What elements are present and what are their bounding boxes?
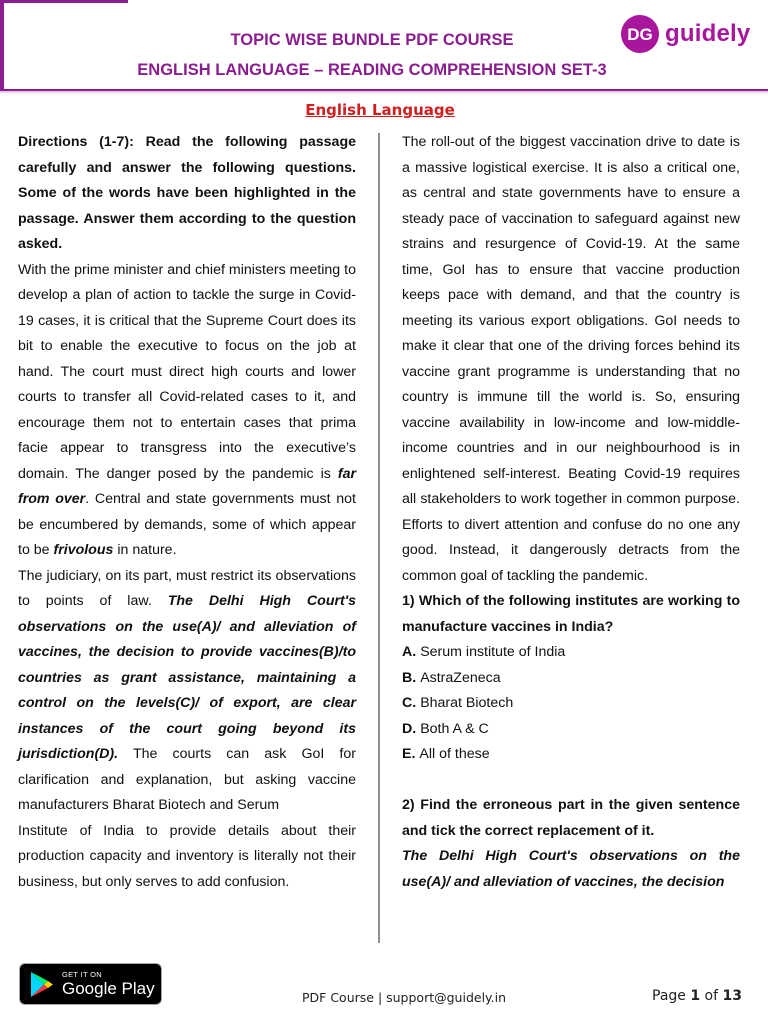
google-play-small-text: GET IT ON [62,970,102,979]
highlighted-error-sentence: The Delhi High Court's observations on the use(A)/ and alleviation of vaccines, the decision to provide vaccines(B)/to countries as grant assistance, maintaining a control on the levels(C)/ of export, are clear instances of the court going beyond its jurisdiction(D). [18,593,356,762]
header-divider-shadow [0,91,768,94]
guidely-logo [621,15,750,53]
column-divider [378,133,380,943]
highlighted-phrase-far-from-over: far from over [18,465,356,507]
footer-contact: PDF Course | support@guidely.in [302,990,507,1005]
option-c[interactable]: C. Bharat Biotech [402,695,514,711]
google-play-label: Google Play [62,979,155,998]
page-number: Page 1 of 13 [652,988,742,1004]
spacer [402,768,740,794]
course-title: TOPIC WISE BUNDLE PDF COURSE [230,31,514,49]
option-e[interactable]: E. All of these [402,746,490,762]
question-1: 1) Which of the following institutes are working to manufacture vaccines in India? [402,593,740,635]
right-column [402,130,740,895]
guidely-logo-text: guidely [665,20,751,47]
option-a[interactable]: A. Serum institute of India [402,644,566,660]
passage-paragraph-1: With the prime minister and chief ministers meeting to develop a plan of action to tackle the surge in Covid-19 cases, it is critical that the Supreme Court does its bit to enable the executive to focus on the job at hand. The court must direct high courts and lower courts to transfer all Covid-related cases to it, and encourage them not to entertain cases that prima facie appear to transgress into the executive’s domain. The danger posed by the pandemic is far from over. Central and state governments must not be encumbered by demands, some of which appear to be frivolous in nature. [18,261,356,558]
question-1-options [402,640,740,768]
highlighted-word-frivolous: frivolous [53,542,114,558]
question-2-sentence: The Delhi High Court's observations on the use(A)/ and alleviation of vaccines, the decision [402,848,740,890]
set-title: ENGLISH LANGUAGE – READING COMPREHENSION SET-3 [137,61,607,79]
passage-paragraph-4: The roll-out of the biggest vaccination drive to date is a massive logistical exercise. It is also a critical one, as central and state governments have to ensure a steady pace of vaccination to safeguard against new strains and resurgence of Covid-19. At the same time, GoI has to ensure that vaccine production keeps pace with demand, and that the country is meeting its various export obligations. GoI needs to make it clear that one of the driving forces behind its vaccine grant programme is understanding that no country is immune till the world is. So, ensuring vaccine availability in low-income and low-middle-income countries and in our neighbourhood is in enlightened self-interest. Beating Covid-19 requires all stakeholders to work together in common purpose. Efforts to divert attention and confuse do no one any good. Instead, it dangerously detracts from the common goal of tackling the pandemic. [402,134,740,584]
header-corner-line-horizontal [0,0,128,3]
directions-text: Directions (1-7): Read the following passage carefully and answer the following questions. Some of the words have been highlighted in the passage. Answer them according to the question asked. [18,134,356,252]
left-column [18,130,356,895]
option-d[interactable]: D. Both A & C [402,720,489,737]
google-play-badge[interactable] [19,963,162,1005]
passage-paragraph-3: Institute of India to provide details about their production capacity and inventory is literally not their business, but only serves to add confusion. [18,822,356,890]
google-play-icon [30,971,54,998]
passage-paragraph-2: The judiciary, on its part, must restrict its observations to points of law. The Delhi High Court's observations on the use(A)/ and alleviation of vaccines, the decision to provide vaccines(B)/to countries as grant assistance, maintaining a control on the levels(C)/ of export, are clear instances of the court going beyond its jurisdiction(D). The courts can ask GoI for clarification and explanation, but asking vaccine manufacturers Bharat Biotech and Serum [18,567,356,813]
section-title: English Language [305,101,455,119]
question-2: 2) Find the erroneous part in the given sentence and tick the correct replacement of it. [402,797,740,839]
guidely-logo-icon [621,15,659,53]
svg-text:DG: DG [627,25,653,44]
option-b[interactable]: B. AstraZeneca [402,669,501,686]
